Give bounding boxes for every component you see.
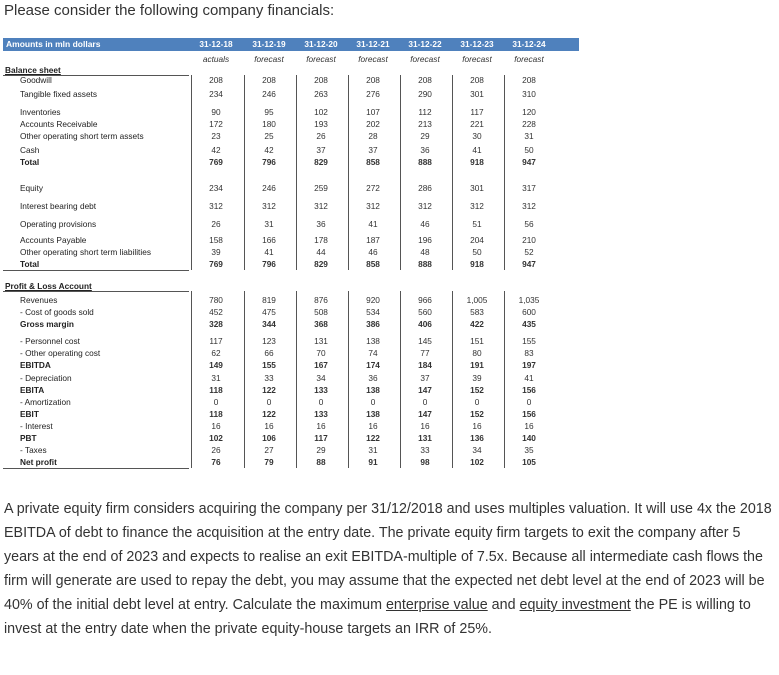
row-label: - Personnel cost [20,336,80,346]
column-date-0: 31-12-18 [199,39,233,49]
table-cell: 204 [470,235,484,245]
table-cell: 52 [524,247,534,257]
table-cell: 508 [314,307,328,317]
table-cell: 796 [262,259,276,269]
table-cell: 36 [420,145,430,155]
table-cell: 178 [314,235,328,245]
table-cell: 149 [209,360,223,370]
table-cell: 312 [522,201,536,211]
table-cell: 858 [366,157,380,167]
table-cell: 42 [211,145,221,155]
financials-table [0,38,579,474]
table-cell: 435 [522,319,536,329]
table-cell: 147 [418,385,432,395]
table-cell: 0 [370,397,376,407]
table-cell: 16 [211,421,221,431]
table-cell: 83 [524,348,534,358]
column-date-1: 31-12-19 [252,39,286,49]
table-cell: 180 [262,119,276,129]
table-cell: 36 [316,219,326,229]
table-cell: 26 [316,131,326,141]
table-cell: 133 [314,385,328,395]
table-cell: 23 [211,131,221,141]
table-cell: 158 [209,235,223,245]
table-cell: 26 [211,219,221,229]
table-cell: 263 [314,89,328,99]
table-cell: 48 [420,247,430,257]
table-cell: 41 [472,145,482,155]
table-cell: 920 [366,295,380,305]
row-label: EBITA [20,385,45,395]
column-type-5: forecast [462,54,492,64]
table-cell: 42 [264,145,274,155]
intro-text: Please consider the following company financials: [4,2,335,19]
row-label: Gross margin [20,319,74,329]
table-cell: 102 [470,457,484,467]
table-cell: 66 [264,348,274,358]
table-cell: 534 [366,307,380,317]
row-label: Total [20,259,40,269]
table-cell: 888 [418,259,432,269]
table-cell: 79 [264,457,274,467]
row-label: - Interest [20,421,53,431]
table-cell: 184 [418,360,432,370]
row-label: Cash [20,145,40,155]
table-cell: 0 [318,397,324,407]
row-label: Interest bearing debt [20,201,97,211]
table-cell: 117 [314,433,328,443]
table-cell: 769 [209,157,223,167]
section-frame-line [3,270,189,271]
table-cell: 1,005 [466,295,488,305]
table-cell: 888 [418,157,432,167]
table-cell: 50 [472,247,482,257]
section-frame-line [3,291,189,292]
column-type-6: forecast [514,54,544,64]
table-cell: 152 [470,385,484,395]
row-label: Operating provisions [20,219,97,229]
table-cell: 123 [262,336,276,346]
table-cell: 600 [522,307,536,317]
table-cell: 583 [470,307,484,317]
table-cell: 122 [262,409,276,419]
table-cell: 133 [314,409,328,419]
table-cell: 29 [420,131,430,141]
enterprise-value-term: enterprise value [385,597,488,613]
table-cell: 187 [366,235,380,245]
table-cell: 29 [316,445,326,455]
table-cell: 31 [211,373,221,383]
column-date-3: 31-12-21 [356,39,390,49]
table-cell: 208 [522,75,536,85]
table-cell: 31 [368,445,378,455]
table-cell: 151 [470,336,484,346]
table-cell: 234 [209,183,223,193]
table-cell: 50 [524,145,534,155]
table-cell: 102 [209,433,223,443]
table-cell: 44 [316,247,326,257]
table-cell: 208 [366,75,380,85]
section-title: Balance sheet [5,65,61,75]
table-cell: 31 [524,131,534,141]
table-cell: 88 [316,457,326,467]
table-cell: 16 [368,421,378,431]
table-cell: 312 [262,201,276,211]
table-cell: 312 [314,201,328,211]
table-cell: 105 [522,457,536,467]
table-cell: 46 [420,219,430,229]
table-cell: 112 [418,107,432,117]
row-label: Accounts Receivable [20,119,98,129]
table-cell: 122 [262,385,276,395]
table-cell: 91 [368,457,378,467]
table-cell: 769 [209,259,223,269]
table-cell: 0 [213,397,219,407]
table-cell: 259 [314,183,328,193]
table-cell: 147 [418,409,432,419]
row-label: Total [20,157,40,167]
table-cell: 27 [264,445,274,455]
table-cell: 152 [470,409,484,419]
table-cell: 947 [522,259,536,269]
table-cell: 406 [418,319,432,329]
row-label: - Cost of goods sold [20,307,94,317]
column-date-2: 31-12-20 [304,39,338,49]
table-cell: 172 [209,119,223,129]
table-cell: 138 [366,385,380,395]
table-cell: 51 [472,219,482,229]
row-label: Goodwill [20,75,52,85]
column-date-4: 31-12-22 [408,39,442,49]
column-date-5: 31-12-23 [460,39,494,49]
table-cell: 0 [474,397,480,407]
table-cell: 475 [262,307,276,317]
row-label: Accounts Payable [20,235,87,245]
table-cell: 156 [522,385,536,395]
table-cell: 122 [366,433,380,443]
table-cell: 858 [366,259,380,269]
table-cell: 131 [314,336,328,346]
column-type-3: forecast [358,54,388,64]
column-date-6: 31-12-24 [512,39,546,49]
table-cell: 33 [420,445,430,455]
table-cell: 138 [366,409,380,419]
table-cell: 796 [262,157,276,167]
table-cell: 246 [262,183,276,193]
table-cell: 301 [470,183,484,193]
table-cell: 34 [472,445,482,455]
table-cell: 966 [418,295,432,305]
table-cell: 344 [262,319,276,329]
table-cell: 31 [264,219,274,229]
row-label: Equity [20,183,44,193]
table-cell: 234 [209,89,223,99]
table-cell: 155 [522,336,536,346]
row-label: EBIT [20,409,39,419]
table-cell: 77 [420,348,430,358]
table-cell: 37 [420,373,430,383]
table-cell: 25 [264,131,274,141]
table-cell: 780 [209,295,223,305]
table-cell: 196 [418,235,432,245]
table-cell: 26 [211,445,221,455]
table-cell: 0 [526,397,532,407]
table-cell: 312 [209,201,223,211]
column-type-4: forecast [410,54,440,64]
table-cell: 107 [366,107,380,117]
table-cell: 16 [420,421,430,431]
table-header-bar [3,38,579,51]
table-cell: 876 [314,295,328,305]
table-cell: 120 [522,107,536,117]
table-cell: 35 [524,445,534,455]
table-cell: 221 [470,119,484,129]
table-cell: 145 [418,336,432,346]
table-cell: 39 [472,373,482,383]
table-cell: 28 [368,131,378,141]
table-cell: 272 [366,183,380,193]
table-cell: 70 [316,348,326,358]
table-cell: 208 [209,75,223,85]
table-cell: 16 [264,421,274,431]
row-label: Revenues [20,295,58,305]
table-cell: 208 [418,75,432,85]
table-cell: 208 [470,75,484,85]
table-cell: 95 [264,107,274,117]
table-cell: 312 [366,201,380,211]
table-cell: 368 [314,319,328,329]
table-cell: 246 [262,89,276,99]
table-cell: 290 [418,89,432,99]
table-cell: 276 [366,89,380,99]
table-cell: 33 [264,373,274,383]
table-cell: 41 [368,219,378,229]
table-cell: 46 [368,247,378,257]
table-cell: 136 [470,433,484,443]
row-label: - Other operating cost [20,348,101,358]
question-part-2: and [487,597,520,613]
table-cell: 1,035 [518,295,540,305]
table-cell: 829 [314,259,328,269]
row-label: Inventories [20,107,61,117]
table-cell: 174 [366,360,380,370]
column-type-1: forecast [254,54,284,64]
row-label: PBT [20,433,37,443]
section-title: Profit & Loss Account [5,281,92,291]
row-label: - Taxes [20,445,47,455]
table-cell: 76 [211,457,221,467]
table-cell: 74 [368,348,378,358]
table-cell: 41 [264,247,274,257]
table-cell: 317 [522,183,536,193]
table-cell: 918 [470,157,484,167]
table-cell: 208 [314,75,328,85]
table-cell: 829 [314,157,328,167]
table-cell: 41 [524,373,534,383]
table-cell: 140 [522,433,536,443]
table-cell: 37 [368,145,378,155]
table-cell: 16 [316,421,326,431]
table-cell: 16 [472,421,482,431]
table-cell: 156 [522,409,536,419]
table-cell: 310 [522,89,536,99]
table-cell: 118 [209,385,223,395]
row-label: Other operating short term assets [20,131,144,141]
row-label: Tangible fixed assets [20,89,98,99]
table-cell: 30 [472,131,482,141]
question-text [4,497,774,641]
table-cell: 62 [211,348,221,358]
table-cell: 0 [266,397,272,407]
table-cell: 422 [470,319,484,329]
table-cell: 102 [314,107,328,117]
table-cell: 34 [316,373,326,383]
table-cell: 328 [209,319,223,329]
table-cell: 56 [524,219,534,229]
table-cell: 202 [366,119,380,129]
table-cell: 118 [209,409,223,419]
table-cell: 918 [470,259,484,269]
table-cell: 191 [470,360,484,370]
table-cell: 452 [209,307,223,317]
table-cell: 947 [522,157,536,167]
row-label: EBITDA [20,360,51,370]
table-cell: 560 [418,307,432,317]
column-type-0: actuals [202,54,230,64]
table-cell: 193 [314,119,328,129]
table-cell: 36 [368,373,378,383]
table-cell: 90 [211,107,221,117]
table-cell: 213 [418,119,432,129]
table-cell: 167 [314,360,328,370]
table-cell: 98 [420,457,430,467]
question-part-3: the PE is willing to invest at the entry date when the private equity-house targets an IRR of 25%. [4,597,751,637]
row-label: Other operating short term liabilities [20,247,151,257]
table-cell: 210 [522,235,536,245]
table-cell: 155 [262,360,276,370]
table-cell: 228 [522,119,536,129]
row-label: - Amortization [20,397,71,407]
table-cell: 117 [470,107,484,117]
table-cell: 208 [262,75,276,85]
table-cell: 80 [472,348,482,358]
equity-investment-term: equity investment [519,597,631,613]
table-cell: 37 [316,145,326,155]
section-frame-line [3,468,189,469]
table-cell: 286 [418,183,432,193]
row-label: Net profit [20,457,57,467]
column-type-2: forecast [306,54,336,64]
question-part-1: A private equity firm considers acquiring the company per 31/12/2018 and uses multiples valuation. It will use 4x the 2018 EBITDA of debt to finance the acquisition at the entry date. The private equity firm targets to exit the company after 5 years at the end of 2023 and expects to realise an exit EBITDA-multiple of 7.5x. Because all intermediate cash flows the firm will generate are used to repay the debt, you may assume that the expected net debt level at the end of 2023 will be 40% of the initial debt level at entry. Calculate the maximum [4,501,772,613]
row-label: - Depreciation [20,373,72,383]
table-cell: 131 [418,433,432,443]
table-cell: 0 [422,397,428,407]
table-cell: 197 [522,360,536,370]
table-cell: 312 [418,201,432,211]
units-label: Amounts in mln dollars [6,39,101,49]
table-cell: 106 [262,433,276,443]
table-cell: 16 [524,421,534,431]
table-cell: 166 [262,235,276,245]
table-cell: 312 [470,201,484,211]
table-cell: 301 [470,89,484,99]
table-cell: 386 [366,319,380,329]
table-cell: 39 [211,247,221,257]
table-cell: 117 [209,336,223,346]
table-cell: 138 [366,336,380,346]
table-cell: 819 [262,295,276,305]
